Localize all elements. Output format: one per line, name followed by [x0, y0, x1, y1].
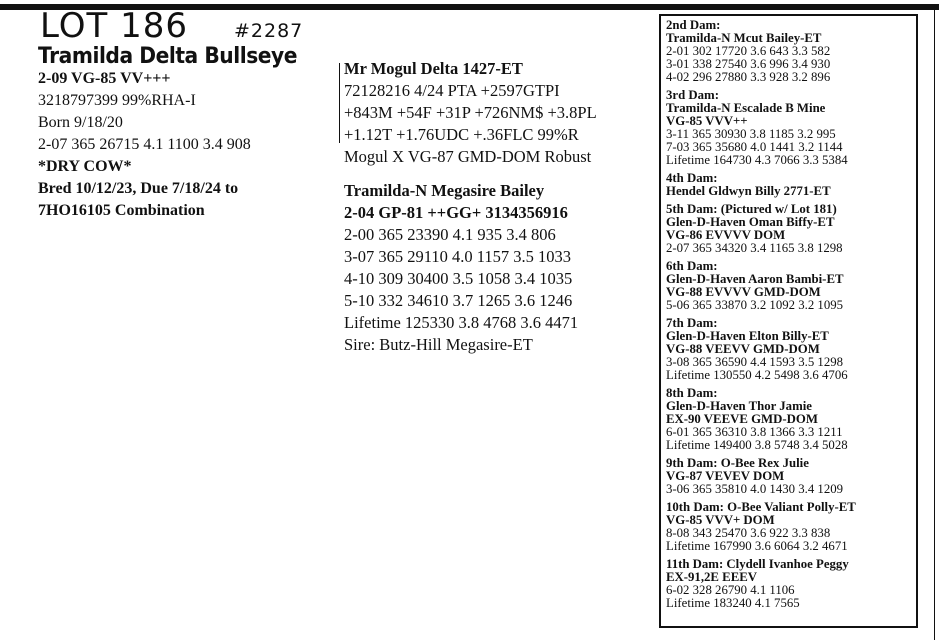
- pedigree-line: VG-85 VVV++: [666, 114, 748, 128]
- sire-line: +1.12T +1.76UDC +.36FLC 99%R: [344, 125, 579, 144]
- pedigree-line: 3rd Dam:: [666, 88, 719, 102]
- pedigree-box: [659, 14, 918, 628]
- pedigree-line: 5th Dam: (Pictured w/ Lot 181): [666, 202, 837, 216]
- animal-name: Tramilda Delta Bullseye: [38, 44, 298, 69]
- sire-line: Mogul X VG-87 GMD-DOM Robust: [344, 147, 592, 166]
- pedigree-line: 11th Dam: Clydell Ivanhoe Peggy: [666, 557, 849, 571]
- pedigree-line: 2-01 302 17720 3.6 643 3.3 582: [666, 44, 831, 58]
- sire-line: Mr Mogul Delta 1427-ET: [344, 59, 523, 78]
- right-rule: [934, 10, 935, 640]
- pedigree-line: 7th Dam:: [666, 316, 718, 330]
- pedigree-line: 5-06 365 33870 3.2 1092 3.2 1095: [666, 298, 844, 312]
- sire-line: 72128216 4/24 PTA +2597GTPI: [344, 81, 560, 100]
- pedigree-line: 6-02 328 26790 4.1 1106: [666, 583, 795, 597]
- pedigree-section: [666, 457, 911, 496]
- pedigree-line: 3-06 365 35810 4.0 1430 3.4 1209: [666, 482, 844, 496]
- pedigree-section: [666, 387, 911, 452]
- pedigree-line: 7-03 365 35680 4.0 1441 3.2 1144: [666, 140, 843, 154]
- detail-line: 2-09 VG-85 VV+++: [38, 70, 171, 87]
- pedigree-line: Glen-D-Haven Elton Billy-ET: [666, 329, 829, 343]
- pedigree-line: Tramilda-N Escalade B Mine: [666, 101, 826, 115]
- pedigree-section: [666, 260, 911, 312]
- pedigree-line: 2-07 365 34320 3.4 1165 3.8 1298: [666, 241, 843, 255]
- catalog-number: #2287: [234, 20, 304, 42]
- pedigree-line: Glen-D-Haven Oman Biffy-ET: [666, 215, 835, 229]
- dam-block: [344, 180, 644, 356]
- dam-line: Sire: Butz-Hill Megasire-ET: [344, 335, 533, 354]
- pedigree-line: Lifetime 130550 4.2 5498 3.6 4706: [666, 368, 848, 382]
- pedigree-line: 6th Dam:: [666, 259, 718, 273]
- pedigree-line: VG-85 VVV+ DOM: [666, 513, 775, 527]
- dam-line: 4-10 309 30400 3.5 1058 3.4 1035: [344, 269, 573, 288]
- pedigree-section: [666, 89, 911, 167]
- dam-line: 2-04 GP-81 ++GG+ 3134356916: [344, 203, 568, 222]
- parents-column: [344, 58, 644, 356]
- pedigree-line: Tramilda-N Mcut Bailey-ET: [666, 31, 822, 45]
- detail-line: Born 9/18/20: [38, 114, 123, 131]
- pedigree-line: 4-02 296 27880 3.3 928 3.2 896: [666, 70, 831, 84]
- pedigree-section: [666, 172, 911, 198]
- pedigree-section: [666, 501, 911, 553]
- pedigree-line: Hendel Gldwyn Billy 2771-ET: [666, 184, 831, 198]
- pedigree-section: [666, 558, 911, 610]
- pedigree-line: Lifetime 167990 3.6 6064 3.2 4671: [666, 539, 848, 553]
- detail-line: *DRY COW*: [38, 158, 132, 175]
- pedigree-line: 4th Dam:: [666, 171, 718, 185]
- pedigree-line: VG-86 EVVVV DOM: [666, 228, 786, 242]
- sire-rule: [339, 63, 340, 143]
- pedigree-line: 9th Dam: O-Bee Rex Julie: [666, 456, 809, 470]
- pedigree-section: [666, 317, 911, 382]
- pedigree-line: Glen-D-Haven Aaron Bambi-ET: [666, 272, 844, 286]
- pedigree-line: 10th Dam: O-Bee Valiant Polly-ET: [666, 500, 856, 514]
- pedigree-line: Lifetime 149400 3.8 5748 3.4 5028: [666, 438, 848, 452]
- pedigree-line: EX-90 VEEVE GMD-DOM: [666, 412, 818, 426]
- pedigree-line: 8th Dam:: [666, 386, 718, 400]
- lot-title: LOT 186: [40, 6, 188, 46]
- pedigree-line: 8-08 343 25470 3.6 922 3.3 838: [666, 526, 831, 540]
- pedigree-line: EX-91,2E EEEV: [666, 570, 758, 584]
- pedigree-section: [666, 19, 911, 84]
- sire-block: [344, 58, 644, 168]
- pedigree-line: Lifetime 183240 4.1 7565: [666, 596, 800, 610]
- pedigree-line: Lifetime 164730 4.3 7066 3.3 5384: [666, 153, 848, 167]
- detail-line: 3218797399 99%RHA-I: [38, 92, 196, 109]
- dam-line: 2-00 365 23390 4.1 935 3.4 806: [344, 225, 556, 244]
- detail-line: 7HO16105 Combination: [38, 202, 205, 219]
- pedigree-line: Glen-D-Haven Thor Jamie: [666, 399, 812, 413]
- animal-details: [38, 68, 338, 222]
- pedigree-line: VG-87 VEVEV DOM: [666, 469, 785, 483]
- pedigree-line: 3-08 365 36590 4.4 1593 3.5 1298: [666, 355, 844, 369]
- pedigree-line: 6-01 365 36310 3.8 1366 3.3 1211: [666, 425, 843, 439]
- dam-line: Tramilda-N Megasire Bailey: [344, 181, 545, 200]
- dam-line: Lifetime 125330 3.8 4768 3.6 4471: [344, 313, 579, 332]
- sire-line: +843M +54F +31P +726NM$ +3.8PL: [344, 103, 597, 122]
- pedigree-line: 3-01 338 27540 3.6 996 3.4 930: [666, 57, 831, 71]
- detail-line: 2-07 365 26715 4.1 1100 3.4 908: [38, 136, 251, 153]
- dam-line: 5-10 332 34610 3.7 1265 3.6 1246: [344, 291, 573, 310]
- pedigree-line: 2nd Dam:: [666, 18, 721, 32]
- dam-line: 3-07 365 29110 4.0 1157 3.5 1033: [344, 247, 572, 266]
- pedigree-line: VG-88 EVVVV GMD-DOM: [666, 285, 821, 299]
- pedigree-line: 3-11 365 30930 3.8 1185 3.2 995: [666, 127, 836, 141]
- detail-line: Bred 10/12/23, Due 7/18/24 to: [38, 180, 239, 197]
- pedigree-section: [666, 203, 911, 255]
- pedigree-line: VG-88 VEEVV GMD-DOM: [666, 342, 820, 356]
